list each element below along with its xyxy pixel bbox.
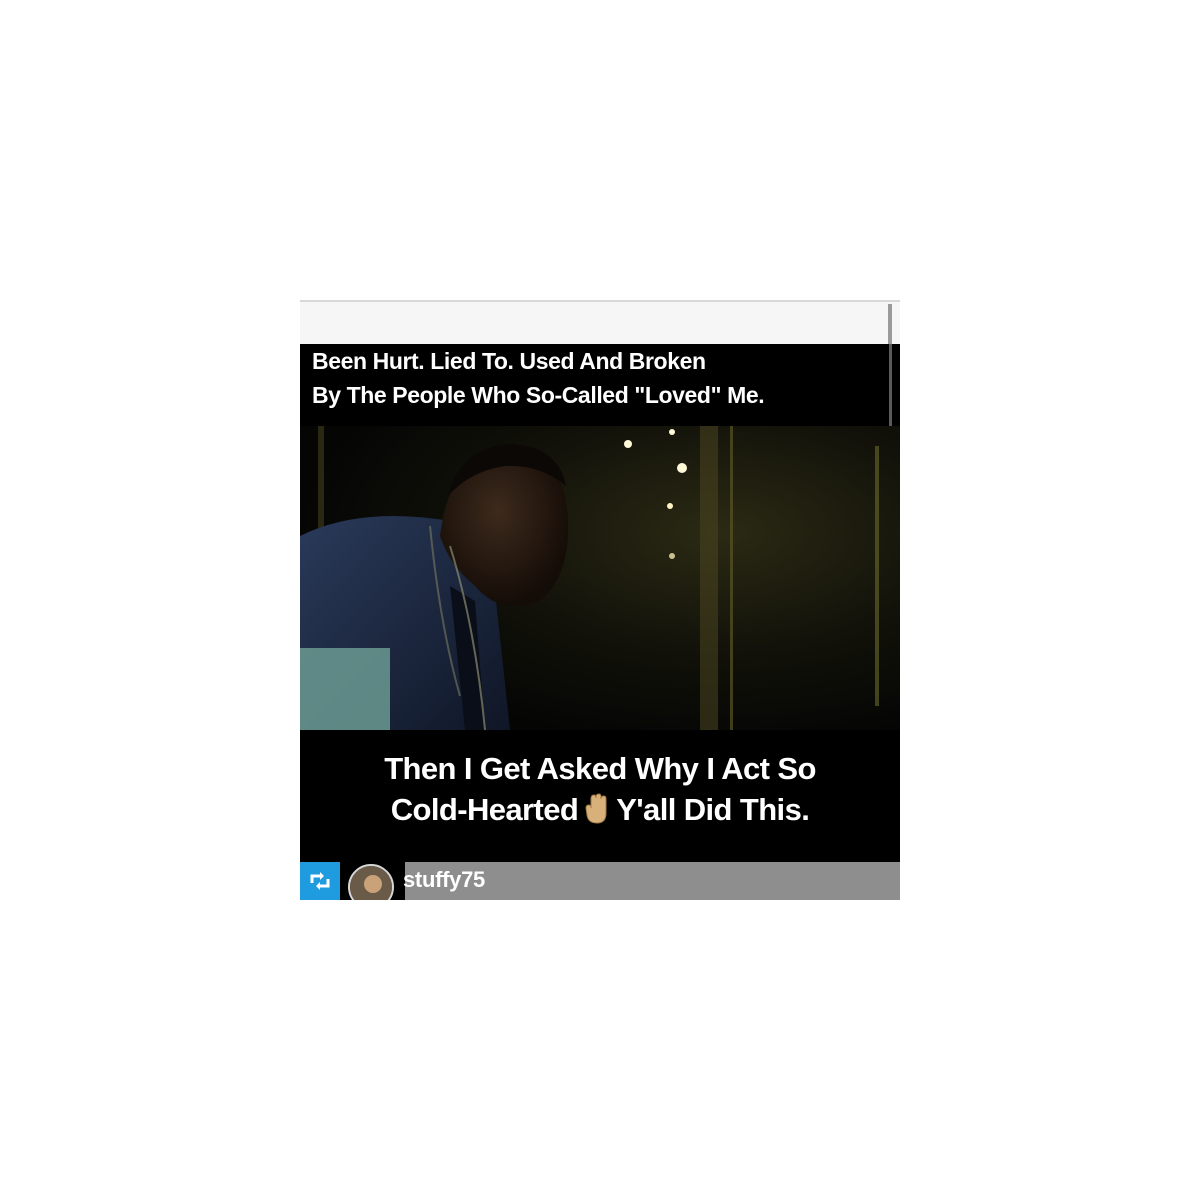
meme-post: [300, 300, 900, 900]
scrollbar-edge: [888, 304, 892, 346]
username[interactable]: stuffy75: [403, 867, 485, 892]
meme-photo: [300, 426, 900, 730]
repost-bar: [300, 862, 900, 900]
raised-hand-emoji-icon: [584, 793, 610, 825]
caption-top-line2: By The People Who So-Called "Loved" Me.: [312, 382, 765, 408]
caption-bottom-line1: Then I Get Asked Why I Act So: [384, 751, 816, 786]
caption-bottom: [300, 748, 900, 831]
caption-top: [312, 344, 892, 412]
caption-top-line1: Been Hurt. Lied To. Used And Broken: [312, 348, 706, 374]
caption-bottom-line2: [300, 789, 900, 831]
caption-bottom-line2-before: Cold-Hearted: [390, 792, 579, 827]
repost-icon[interactable]: [300, 862, 340, 900]
top-strip: [300, 300, 900, 344]
caption-bottom-line2-after: Y'all Did This.: [616, 792, 810, 827]
